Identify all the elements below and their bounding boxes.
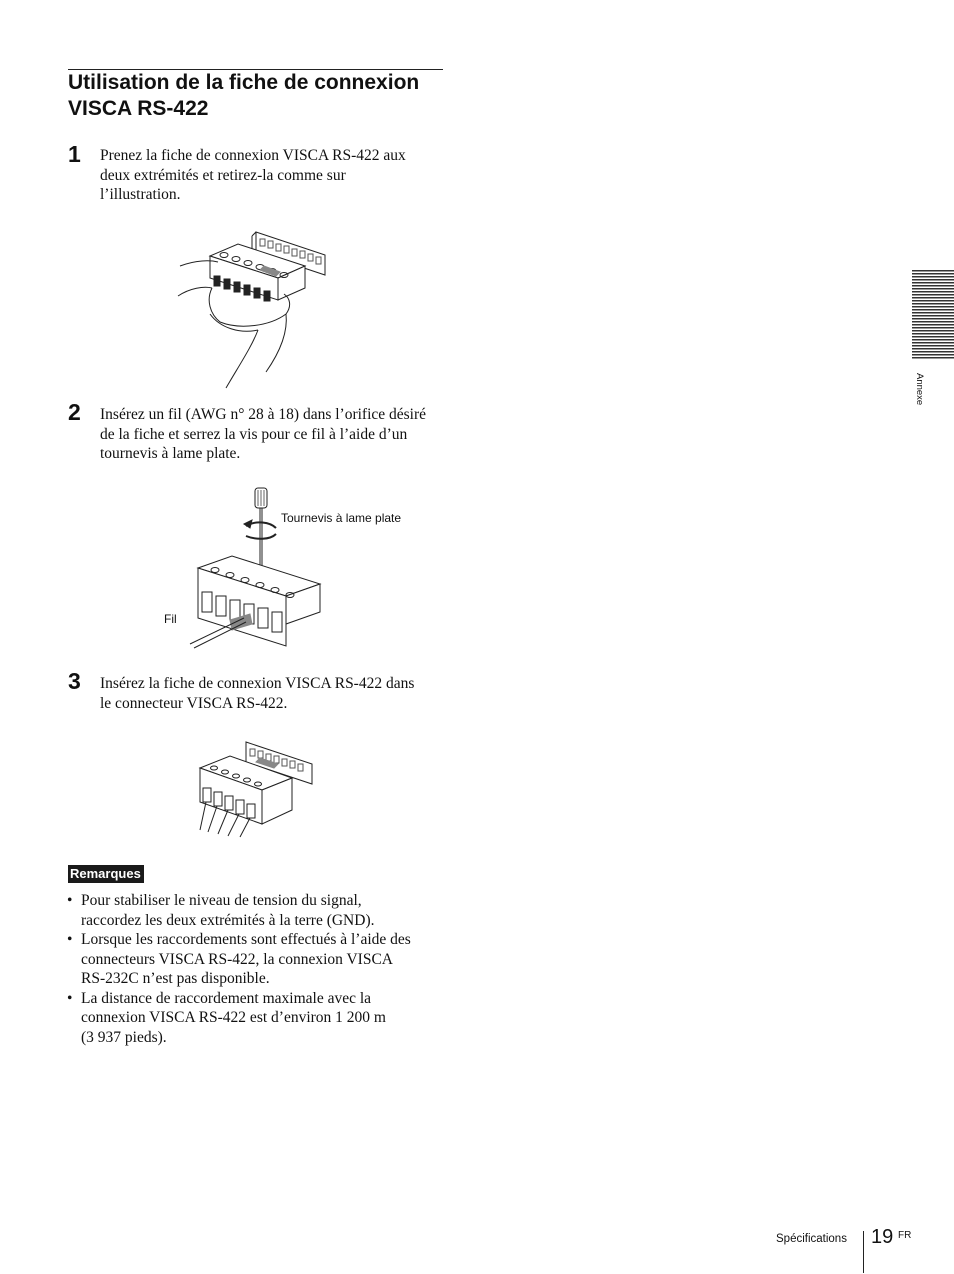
wire-label: Fil <box>164 612 177 626</box>
section-title-line-2: VISCA RS-422 <box>68 97 209 120</box>
page-language-suffix: FR <box>898 1230 912 1241</box>
bullet-icon: • <box>67 989 73 1007</box>
plug-block <box>198 556 320 646</box>
notes-heading: Remarques <box>68 865 144 883</box>
step-3-text: Insérez la fiche de connexion VISCA RS-422 dans le connecteur VISCA RS-422. <box>100 675 415 712</box>
section-tab-label: Annexe <box>914 373 925 406</box>
step-1-number: 1 <box>68 141 81 167</box>
list-item: • Pour stabiliser le niveau de tension du signal, raccordez les deux extrémités à la terre (GND). <box>67 892 375 929</box>
list-item: • La distance de raccordement maximale avec la connexion VISCA RS-422 est d’environ 1 200 m (3 937 pieds). <box>67 989 386 1046</box>
page-number: 19 <box>871 1226 894 1248</box>
list-item: • Lorsque les raccordements sont effectués à l’aide des connecteurs VISCA RS-422, la connexion VISCA RS-232C n’est pas disponible. <box>67 931 411 987</box>
step-3-number: 3 <box>68 668 81 694</box>
figure-insert-plug <box>160 738 330 838</box>
footer-divider <box>863 1231 864 1273</box>
footer-section-name: Spécifications <box>776 1233 847 1245</box>
figure-remove-plug <box>160 222 360 394</box>
step-1-text: Prenez la fiche de connexion VISCA RS-422 aux deux extrémités et retirez-la comme sur l’illustration. <box>100 147 406 203</box>
bullet-icon: • <box>67 892 73 909</box>
notes-list <box>66 891 451 1047</box>
step-2-text: Insérez un fil (AWG n° 28 à 18) dans l’orifice désiré de la fiche et serrez la vis pour ce fil à l’aide d’un tournevis à lame plate. <box>100 406 427 462</box>
figure-insert-wire <box>160 484 340 654</box>
section-title <box>68 70 448 122</box>
step-2-number: 2 <box>68 399 81 425</box>
section-title-line-1: Utilisation de la fiche de connexion <box>68 71 420 94</box>
section-tab-marker <box>912 270 954 360</box>
bullet-icon: • <box>67 931 73 948</box>
screwdriver-label: Tournevis à lame plate <box>281 511 402 525</box>
